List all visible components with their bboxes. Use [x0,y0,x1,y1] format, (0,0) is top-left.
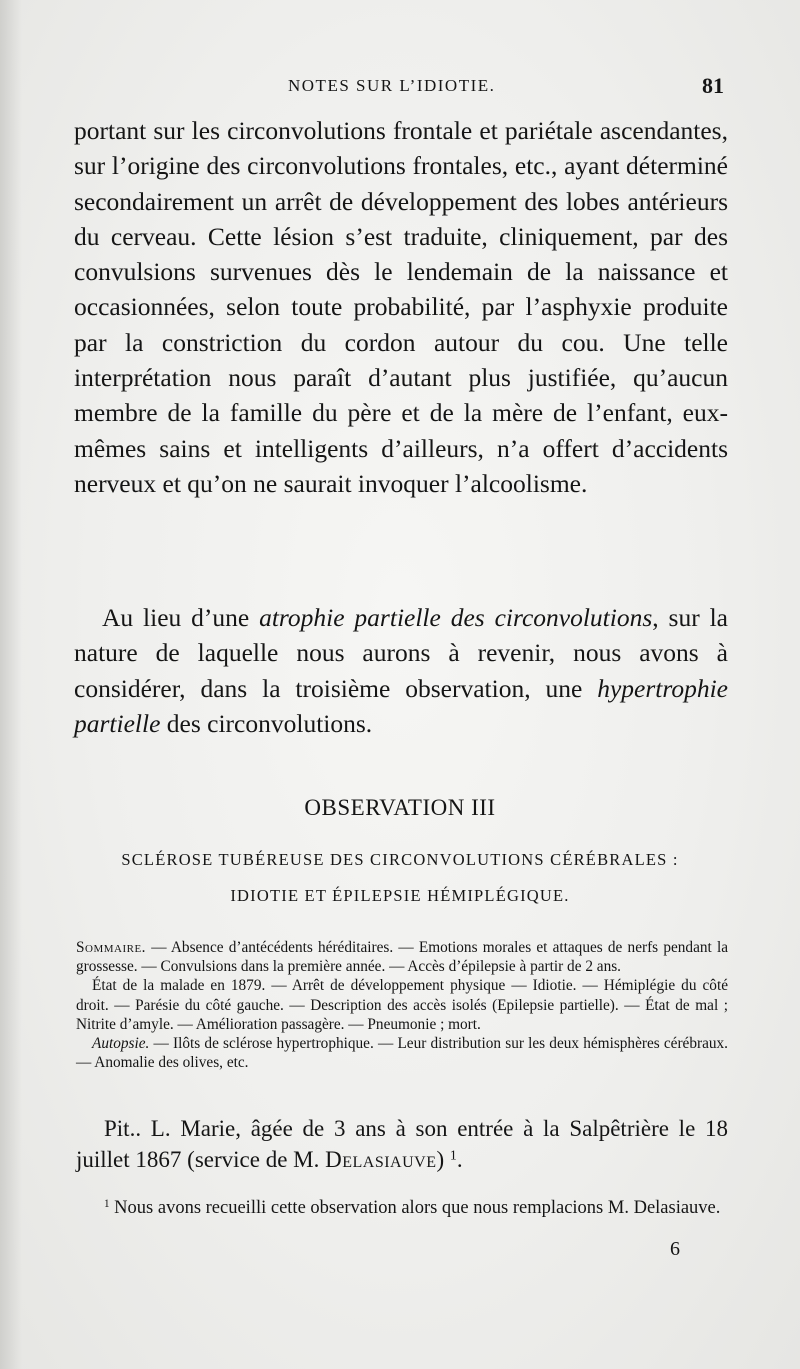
observation-title: OBSERVATION III [304,795,496,820]
running-head: NOTES SUR L’IDIOTIE. [288,76,496,95]
observation-subtitle-line1: SCLÉROSE TUBÉREUSE DES CIRCONVOLUTIONS CÉRÉBRALES : [121,850,679,869]
observation-summary [76,938,728,1072]
summary-paragraph-2: État de la malade en 1879. — Arrêt de développement physique — Idiotie. — Hémiplégie du côté droit. — Parésie du côté gauche. — Description des accès isolés (Epilepsie partielle). — État de mal ; Nitrite d’amyle. — Amélioration passagère. — Pneumonie ; mort. [76,977,728,1033]
patient-intro-paragraph [76,1114,728,1175]
paragraph2-text-2: , sur la nature de laquelle nous aurons à revenir, nous avons à considérer, dans la troisième observation, une [74,603,728,703]
page-number: 81 [702,73,724,98]
summary-text-1: — Absence d’antécédents héréditaires. — Emotions morales et attaques de nerfs pendant la grossesse. — Convulsions dans la première année. — Accès d’épilepsie à partir de 2 ans. [76,939,728,976]
summary-text-3: — Ilôts de sclérose hypertrophique. — Leur distribution sur les deux hémisphères cérébraux. — Anomalie des olives, etc. [76,1035,728,1072]
paragraph-transition [74,600,728,741]
paragraph2-text-3: des circonvolutions. [160,708,373,738]
observation-subtitle-line2: IDIOTIE ET ÉPILEPSIE HÉMIPLÉGIQUE. [230,886,570,905]
patient-intro-close: ) [436,1146,445,1172]
autopsy-label: Autopsie. [92,1035,150,1053]
patient-intro-end: . [456,1146,463,1172]
page-gutter-shadow [0,0,22,1369]
footnote-marker: 1 [104,1197,110,1210]
summary-paragraph-3 [76,1034,728,1072]
signature-mark: 6 [670,1238,680,1260]
paragraph-continuation: portant sur les circonvolutions frontale et pariétale ascendantes, sur l’origine des circonvolutions frontales, etc., ayant déterminé secondairement un arrêt de développement des lobes antérieurs du cerveau. Cette lésion s’est traduite, cliniquement, par des convulsions survenues dès le lendemain de la naissance et occasionnées, selon toute probabilité, par l’asphyxie produite par la constriction du cordon autour du cou. Une telle interprétation nous paraît d’autant plus justifiée, qu’aucun membre de la famille du père et de la mère de l’enfant, eux-mêmes sains et intelligents d’ailleurs, n’a offert d’accidents nerveux et qu’on ne saurait invoquer l’alcoolisme. [74,116,728,498]
italic-hypertrophie: hypertrophie partielle [74,673,728,738]
footnote-reference: 1 [449,1146,457,1162]
summary-label: Sommaire. [76,939,147,956]
footnote [76,1197,728,1220]
page-header [0,73,800,104]
italic-atrophie: atrophie partielle des circonvolutions [259,603,653,632]
footnote-text: Nous avons recueilli cette observation alors que nous remplacions M. Delasiauve. [109,1198,721,1218]
summary-paragraph-1 [76,938,728,976]
physician-name: Delasiauve [325,1146,437,1172]
patient-intro-text: Pit.. L. Marie, âgée de 3 ans à son entrée à la Salpêtrière le 18 juillet 1867 (service de M. [76,1116,728,1172]
paragraph2-text-1: Au lieu d’une [102,603,260,632]
